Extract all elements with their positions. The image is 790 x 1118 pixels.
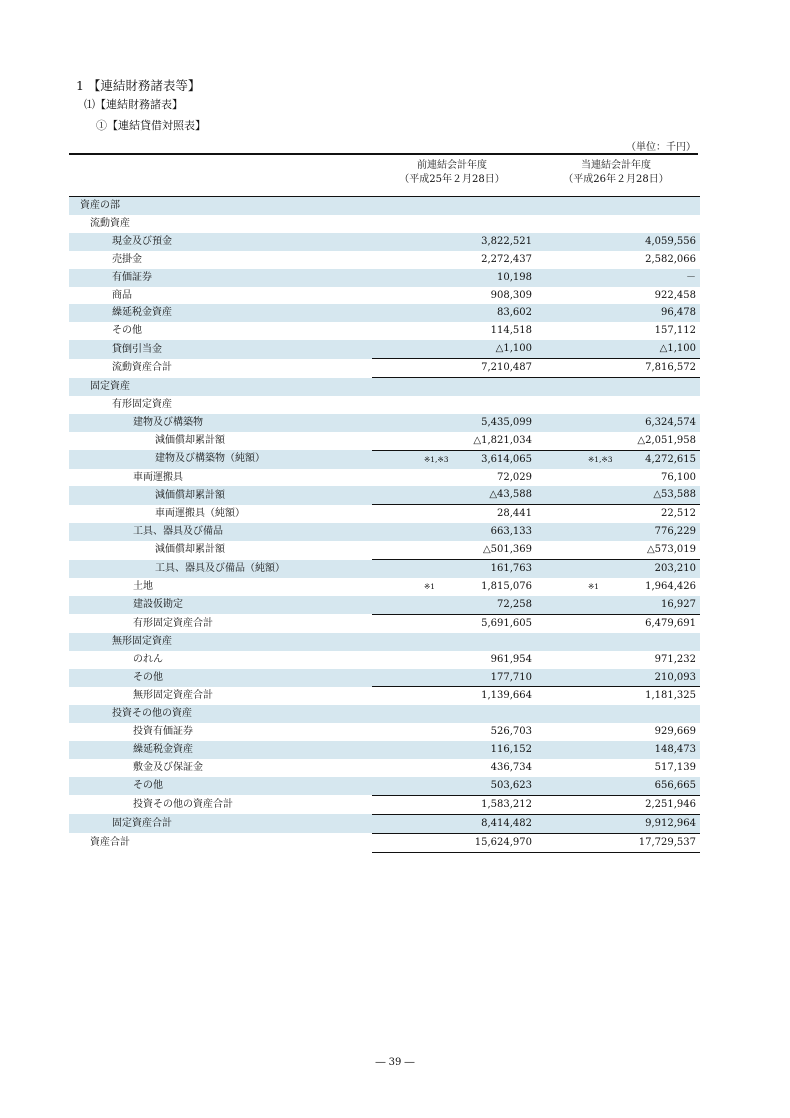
row-label: その他: [69, 777, 372, 795]
amount: 72,029: [497, 471, 532, 483]
page-number: ― 39 ―: [375, 1057, 415, 1068]
amount: △53,588: [653, 489, 696, 501]
table-row: [69, 651, 700, 669]
value-curr: [536, 215, 700, 233]
value-prev: [372, 633, 536, 651]
amount: 22,512: [661, 508, 696, 520]
row-label: 土地: [133, 581, 153, 593]
table-row: [69, 251, 700, 269]
table-row: [69, 287, 700, 305]
value-curr: [536, 414, 700, 432]
amount: 96,478: [661, 307, 696, 319]
value-prev: [372, 741, 536, 759]
amount: 15,624,970: [474, 836, 532, 848]
section-heading: 1 【連結財務諸表等】: [76, 78, 201, 93]
amount: 656,665: [654, 779, 696, 791]
row-label: のれん: [133, 653, 163, 665]
value-curr: [536, 777, 700, 795]
table-row: [69, 578, 700, 596]
row-label: 有形固定資産: [112, 398, 172, 410]
value-prev: [372, 359, 536, 378]
note-reference: ※1: [424, 582, 436, 592]
unit-label: （単位：千円）: [626, 142, 696, 153]
row-label: 繰延税金資産: [69, 741, 372, 759]
value-prev: [372, 777, 536, 795]
table-row: [69, 687, 700, 705]
amount: 10,198: [497, 271, 532, 283]
table-row: [69, 215, 700, 233]
column-header-prev-line2: （平成25年２月28日）: [399, 174, 505, 185]
value-curr: [536, 450, 700, 468]
amount: △1,821,034: [473, 434, 532, 446]
row-label: 貸倒引当金: [69, 340, 372, 358]
amount: 6,479,691: [645, 617, 696, 629]
amount: 503,623: [490, 779, 532, 791]
row-label: 資産の部: [69, 197, 372, 215]
table-row: [69, 741, 700, 759]
value-prev: [372, 596, 536, 614]
row-label: 投資その他の資産合計: [133, 798, 233, 810]
row-label: 固定資産合計: [69, 814, 372, 833]
value-prev: [372, 215, 536, 233]
value-prev: [372, 322, 536, 340]
table-row: [69, 486, 700, 504]
table-row: [69, 759, 700, 777]
value-curr: [536, 197, 700, 215]
row-label: 資産合計: [90, 836, 130, 848]
value-curr: [536, 741, 700, 759]
row-label: 流動資産合計: [112, 362, 172, 374]
value-curr: [536, 705, 700, 723]
amount: 7,210,487: [481, 362, 532, 374]
row-label: 流動資産: [90, 217, 130, 229]
row-label: 投資その他の資産: [69, 705, 372, 723]
value-curr: [536, 269, 700, 287]
amount: 5,691,605: [481, 617, 532, 629]
amount: 2,251,946: [645, 798, 696, 810]
column-header-curr-line2: （平成26年２月28日）: [563, 174, 669, 185]
table-row: [69, 396, 700, 414]
value-curr: [536, 723, 700, 741]
value-curr: [536, 759, 700, 777]
amount: 17,729,537: [638, 836, 696, 848]
value-curr: [536, 633, 700, 651]
value-curr: [536, 233, 700, 251]
row-label: 建物及び構築物（純額）: [69, 450, 372, 468]
row-label: 投資有価証券: [133, 726, 193, 738]
value-curr: [536, 322, 700, 340]
value-curr: [536, 505, 700, 523]
value-prev: [372, 759, 536, 777]
value-prev: [372, 505, 536, 523]
value-curr: [536, 287, 700, 305]
amount: 517,139: [654, 762, 696, 774]
amount: 210,093: [654, 671, 696, 683]
row-label: 無形固定資産: [69, 633, 372, 651]
row-label: 減価償却累計額: [155, 544, 225, 556]
amount: 1,815,076: [481, 581, 532, 593]
value-prev: [372, 378, 536, 396]
table-row: [69, 614, 700, 632]
value-curr: [536, 486, 700, 504]
column-header-prev: [372, 159, 532, 187]
amount: 3,822,521: [481, 235, 532, 247]
table-row: [69, 723, 700, 741]
amount: －: [686, 271, 696, 283]
table-row: [69, 669, 700, 687]
amount: 1,139,664: [481, 690, 532, 702]
table-row: [69, 359, 700, 378]
row-label: 繰延税金資産: [69, 304, 372, 322]
value-curr: [536, 833, 700, 852]
row-label: 有形固定資産合計: [133, 617, 213, 629]
amount: 28,441: [497, 508, 532, 520]
amount: 76,100: [661, 471, 696, 483]
value-prev: [372, 269, 536, 287]
value-prev: [372, 560, 536, 578]
table-row: [69, 269, 700, 287]
amount: 5,435,099: [481, 416, 532, 428]
subsection-heading: ⑴【連結財務諸表】: [84, 98, 183, 111]
value-curr: [536, 359, 700, 378]
amount: 2,582,066: [645, 253, 696, 265]
value-prev: [372, 723, 536, 741]
column-header: [69, 153, 698, 199]
value-prev: [372, 614, 536, 632]
value-prev: [372, 523, 536, 541]
row-label: 減価償却累計額: [155, 435, 225, 447]
amount: 776,229: [654, 526, 696, 538]
amount: △573,019: [646, 544, 696, 556]
row-label: 固定資産: [69, 378, 372, 396]
value-curr: [536, 304, 700, 322]
table-row: [69, 505, 700, 523]
amount: △2,051,958: [637, 434, 696, 446]
note-reference: ※1: [588, 582, 600, 592]
row-label: その他: [112, 325, 142, 337]
value-curr: [536, 596, 700, 614]
amount: 16,927: [661, 598, 696, 610]
table-row: [69, 233, 700, 251]
value-prev: [372, 486, 536, 504]
amount: 148,473: [654, 744, 696, 756]
row-label: 商品: [112, 289, 132, 301]
value-curr: [536, 378, 700, 396]
row-label: 建設仮勘定: [69, 596, 372, 614]
value-prev: [372, 814, 536, 833]
row-label: その他: [69, 669, 372, 687]
table-row: [69, 833, 700, 852]
amount: 663,133: [490, 526, 532, 538]
value-prev: [372, 340, 536, 358]
table-row: [69, 378, 700, 396]
value-prev: [372, 251, 536, 269]
row-label: 車両運搬具: [133, 471, 183, 483]
table-row: [69, 814, 700, 833]
table-row: [69, 432, 700, 450]
value-prev: [372, 469, 536, 487]
amount: 436,734: [490, 762, 532, 774]
row-label: 車両運搬具（純額）: [155, 508, 245, 520]
amount: 7,816,572: [645, 362, 696, 374]
value-prev: [372, 287, 536, 305]
amount: 177,710: [490, 671, 532, 683]
table-row: [69, 340, 700, 358]
amount: 161,763: [490, 563, 532, 575]
value-curr: [536, 251, 700, 269]
value-curr: [536, 814, 700, 833]
column-header-curr-line1: 当連結会計年度: [581, 160, 651, 171]
column-header-prev-line1: 前連結会計年度: [417, 160, 487, 171]
value-curr: [536, 614, 700, 632]
row-label: 無形固定資産合計: [133, 690, 213, 702]
table-row: [69, 304, 700, 322]
value-curr: [536, 541, 700, 559]
value-prev: [372, 541, 536, 559]
value-prev: [372, 396, 536, 414]
amount: 114,518: [490, 325, 532, 337]
value-curr: [536, 651, 700, 669]
value-prev: [372, 795, 536, 814]
table-row: [69, 523, 700, 541]
amount: △501,369: [482, 544, 532, 556]
amount: 922,458: [654, 289, 696, 301]
table-row: [69, 414, 700, 432]
value-curr: [536, 432, 700, 450]
table-row: [69, 541, 700, 559]
amount: 4,059,556: [645, 235, 696, 247]
table-row: [69, 705, 700, 723]
value-prev: [372, 304, 536, 322]
amount: 83,602: [497, 307, 532, 319]
value-curr: [536, 795, 700, 814]
amount: 3,614,065: [481, 453, 532, 465]
value-prev: [372, 414, 536, 432]
amount: 1,583,212: [481, 798, 532, 810]
value-curr: [536, 578, 700, 596]
value-prev: [372, 197, 536, 215]
table-title: ①【連結貸借対照表】: [96, 119, 206, 132]
row-label: 売掛金: [112, 253, 142, 265]
value-prev: [372, 669, 536, 687]
balance-sheet-rows: [69, 197, 700, 853]
row-label: 工具、器具及び備品（純額）: [69, 560, 372, 578]
row-label: 工具、器具及び備品: [69, 523, 372, 541]
value-curr: [536, 469, 700, 487]
row-label: 現金及び預金: [69, 233, 372, 251]
value-prev: [372, 687, 536, 705]
value-prev: [372, 450, 536, 468]
value-prev: [372, 833, 536, 852]
value-prev: [372, 233, 536, 251]
row-label: 敷金及び保証金: [133, 762, 203, 774]
table-row: [69, 777, 700, 795]
table-row: [69, 560, 700, 578]
table-row: [69, 633, 700, 651]
amount: 203,210: [654, 563, 696, 575]
amount: 6,324,574: [645, 416, 696, 428]
amount: 971,232: [654, 653, 696, 665]
amount: 908,309: [490, 289, 532, 301]
value-prev: [372, 705, 536, 723]
value-prev: [372, 432, 536, 450]
row-label: 有価証券: [69, 269, 372, 287]
value-curr: [536, 340, 700, 358]
row-label: 建物及び構築物: [69, 414, 372, 432]
amount: 929,669: [654, 726, 696, 738]
amount: 8,414,482: [481, 817, 532, 829]
amount: △1,100: [495, 343, 532, 355]
amount: 1,181,325: [645, 690, 696, 702]
value-curr: [536, 687, 700, 705]
table-row: [69, 450, 700, 468]
balance-sheet-table: [69, 196, 700, 853]
value-curr: [536, 560, 700, 578]
amount: 2,272,437: [481, 253, 532, 265]
note-reference: ※1,※3: [588, 454, 613, 464]
value-curr: [536, 669, 700, 687]
value-prev: [372, 578, 536, 596]
amount: 9,912,964: [645, 817, 696, 829]
amount: 157,112: [654, 325, 696, 337]
value-prev: [372, 651, 536, 669]
table-row: [69, 322, 700, 340]
amount: 1,964,426: [645, 581, 696, 593]
amount: 526,703: [490, 726, 532, 738]
amount: 4,272,615: [645, 453, 696, 465]
value-curr: [536, 523, 700, 541]
table-row: [69, 197, 700, 215]
amount: △43,588: [489, 489, 532, 501]
value-curr: [536, 396, 700, 414]
column-header-curr: [536, 159, 696, 187]
amount: 116,152: [490, 744, 532, 756]
row-label: 減価償却累計額: [69, 486, 372, 504]
amount: 72,258: [497, 598, 532, 610]
amount: △1,100: [659, 343, 696, 355]
table-row: [69, 596, 700, 614]
amount: 961,954: [490, 653, 532, 665]
note-reference: ※1,※3: [424, 454, 449, 464]
table-row: [69, 469, 700, 487]
table-row: [69, 795, 700, 814]
